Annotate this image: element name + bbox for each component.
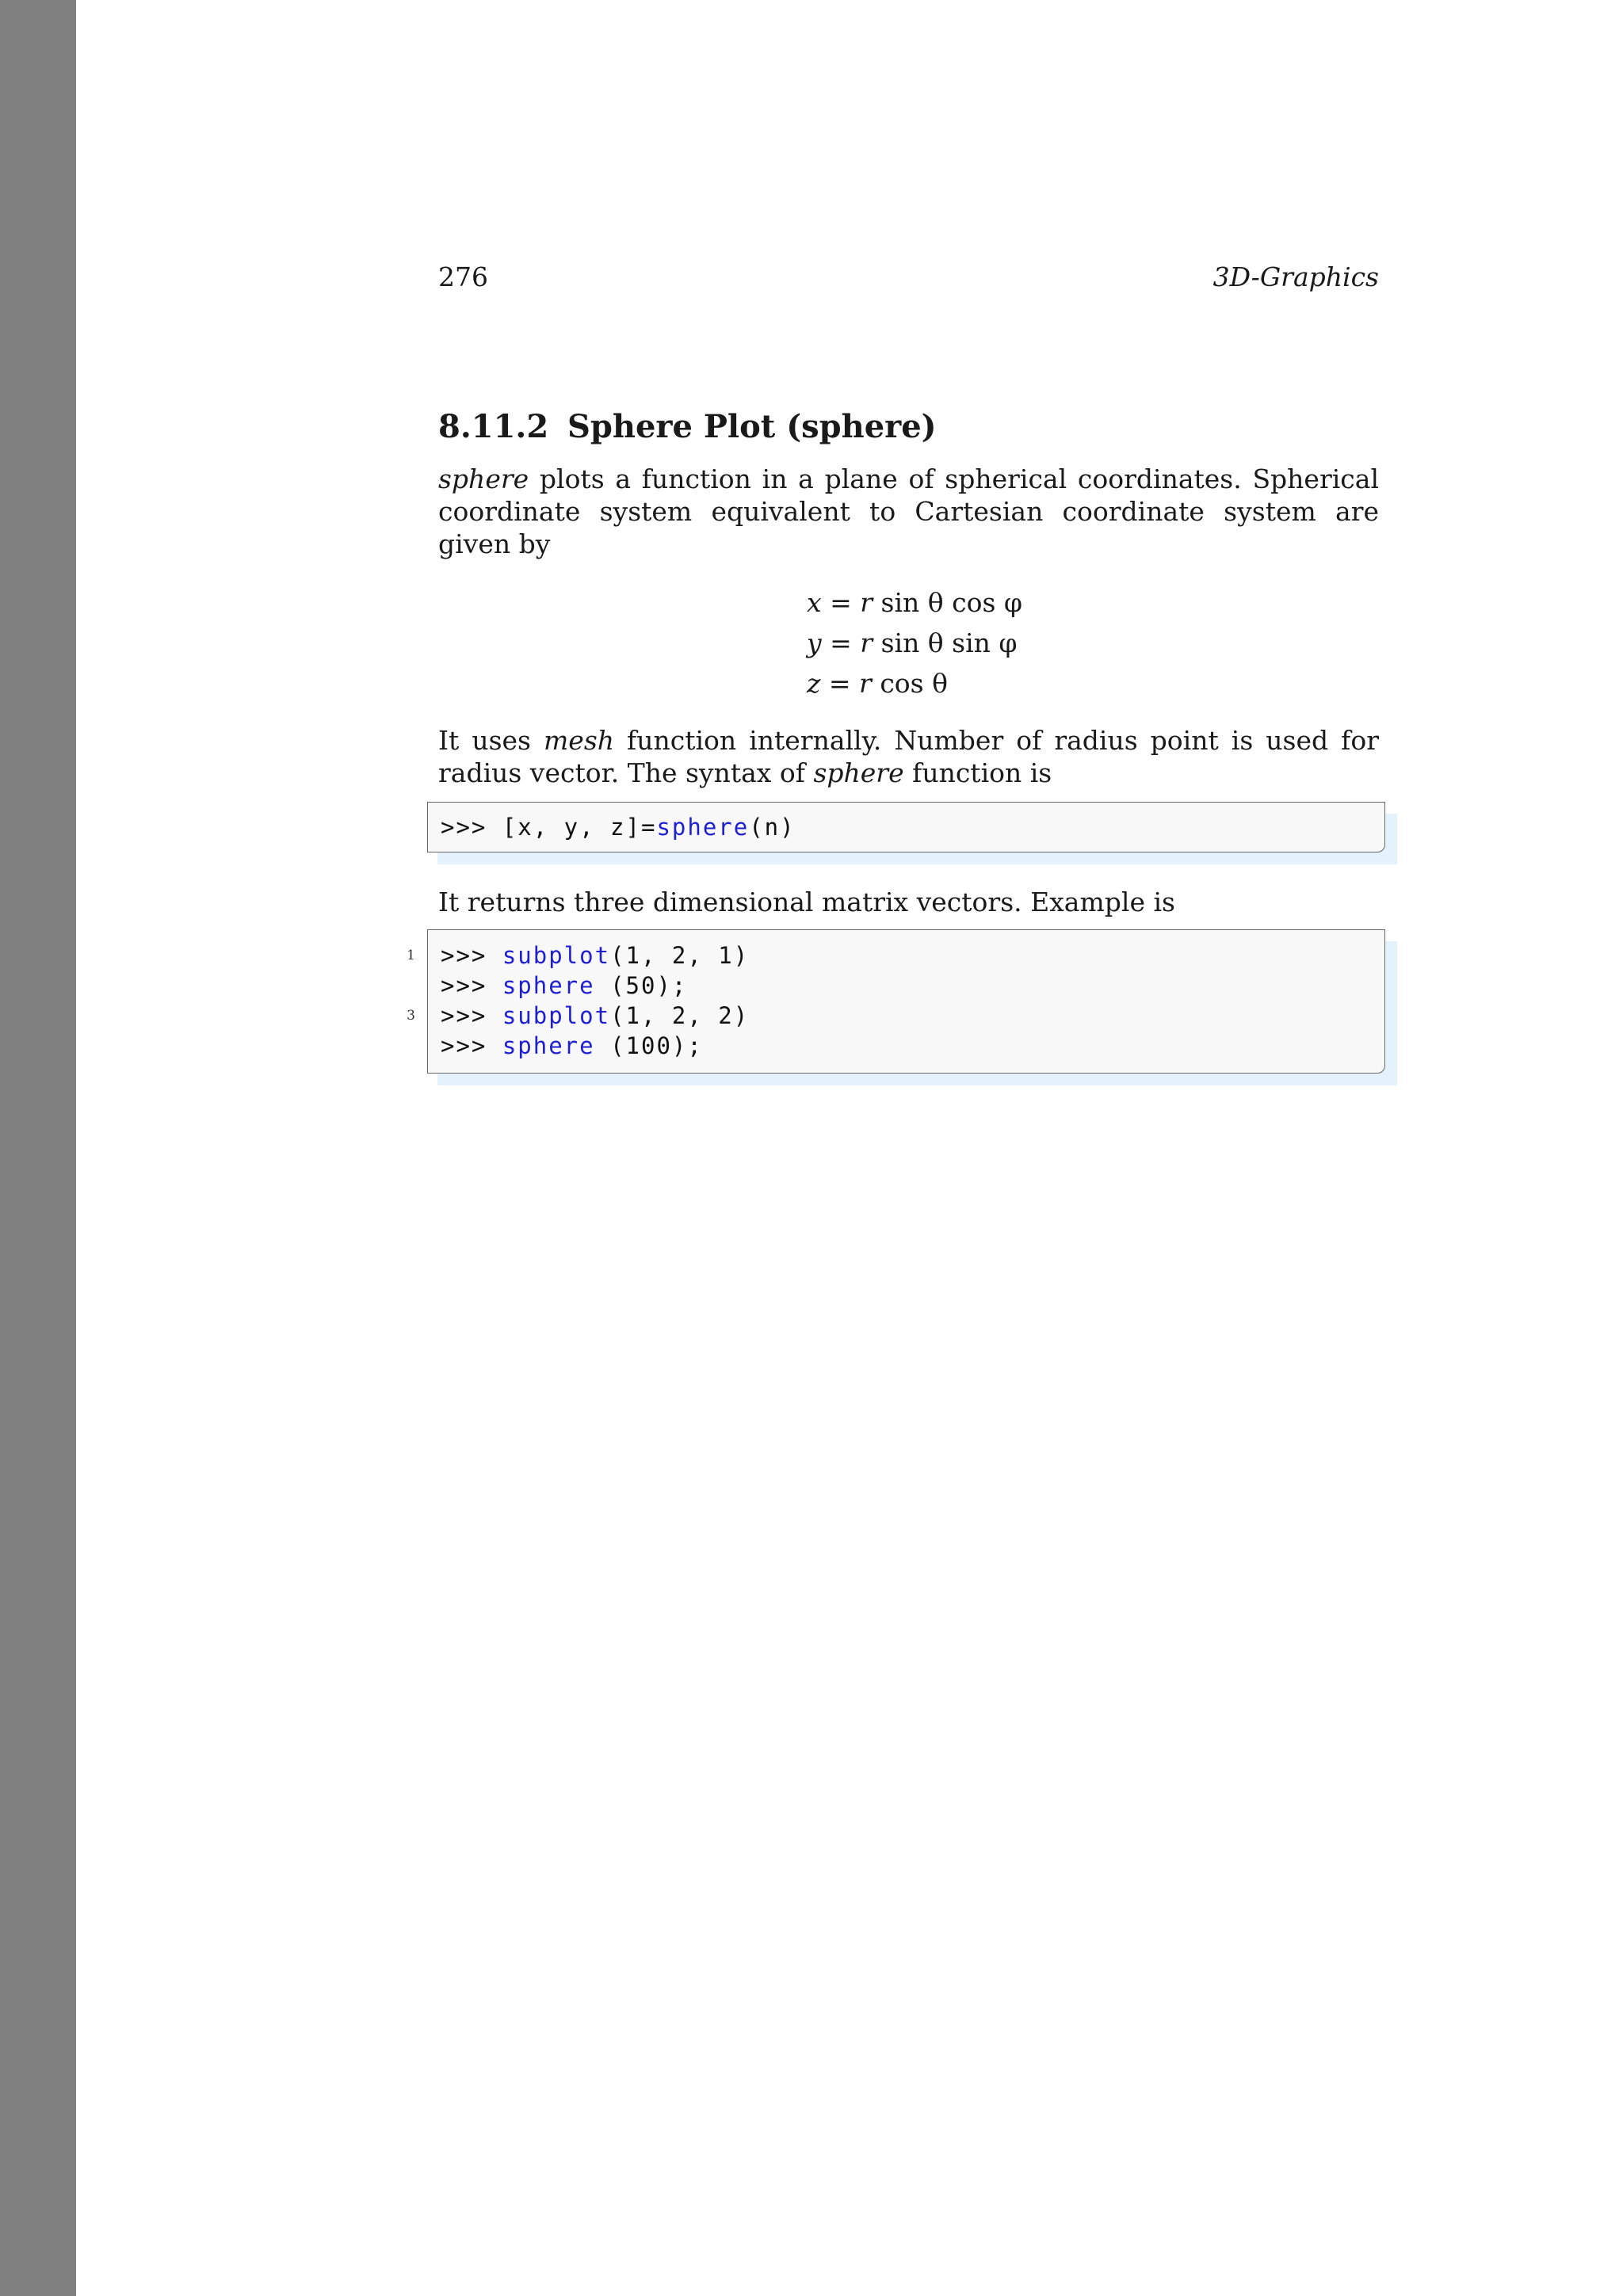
code-function: sphere — [656, 814, 750, 841]
code-args: (100); — [594, 1032, 703, 1059]
usage-text-2: function internally. Number of radius point is used for radius vector. The syntax of — [438, 725, 1379, 788]
page-number: 276 — [438, 261, 488, 292]
document-page — [407, 261, 1379, 1074]
code-args: (1, 2, 1) — [610, 942, 750, 969]
code-line — [428, 1031, 1384, 1061]
eq-var: r — [860, 627, 873, 658]
code-args: (n) — [749, 814, 796, 841]
code-line — [407, 1001, 1384, 1031]
eq-var: r — [859, 668, 872, 699]
line-number: 3 — [407, 1008, 417, 1024]
code-prompt: >>> [x, y, z]= — [441, 814, 657, 841]
code-function: subplot — [502, 942, 611, 969]
syntax-code-block — [427, 802, 1385, 852]
section-number: 8.11.2 — [438, 408, 549, 445]
intro-paragraph — [438, 463, 1379, 560]
code-function: sphere — [502, 972, 595, 999]
eq-lhs: y — [807, 627, 822, 658]
code-line — [407, 940, 1384, 971]
eq-rhs: sin θ cos φ — [880, 587, 1023, 618]
running-header — [438, 261, 1379, 293]
eq-lhs: x — [807, 587, 822, 618]
code-args: (1, 2, 2) — [610, 1002, 750, 1029]
code-prompt: >>> — [441, 1002, 502, 1029]
code-args: (50); — [594, 972, 688, 999]
equation-x: x = r sin θ cos φ — [807, 587, 1023, 618]
code-prompt: >>> — [441, 942, 502, 969]
usage-text-3: function is — [903, 757, 1052, 788]
page-gutter — [0, 0, 76, 2296]
equation-y: y = r sin θ sin φ — [807, 627, 1018, 658]
eq-var: r — [860, 587, 873, 618]
code-prompt: >>> — [441, 1032, 502, 1059]
func-name-sphere: sphere — [813, 757, 904, 788]
code-line — [428, 971, 1384, 1001]
equation-block — [807, 582, 1379, 704]
eq-lhs: z — [807, 668, 821, 699]
intro-text: plots a function in a plane of spherical coordinates. Spherical coordinate system equivalent to Cartesian coordinate system are given by — [438, 463, 1379, 559]
code-function: sphere — [502, 1032, 595, 1059]
chapter-title: 3D-Graphics — [1212, 261, 1379, 292]
line-number: 1 — [407, 948, 417, 963]
example-code-block — [407, 929, 1385, 1074]
equation-z: z = r cos θ — [807, 668, 948, 699]
usage-text-1: It uses — [438, 725, 544, 756]
code-line — [428, 803, 1384, 852]
eq-rhs: cos θ — [880, 668, 948, 699]
returns-paragraph: It returns three dimensional matrix vectors. Example is — [438, 887, 1175, 917]
code-function: subplot — [502, 1002, 611, 1029]
code-prompt: >>> — [441, 972, 502, 999]
eq-rhs: sin θ sin φ — [880, 627, 1018, 658]
section-heading — [438, 407, 1379, 447]
section-title: Sphere Plot (sphere) — [567, 408, 937, 445]
func-name-mesh: mesh — [544, 725, 615, 756]
func-name-sphere: sphere — [438, 463, 529, 494]
usage-paragraph — [438, 724, 1379, 789]
